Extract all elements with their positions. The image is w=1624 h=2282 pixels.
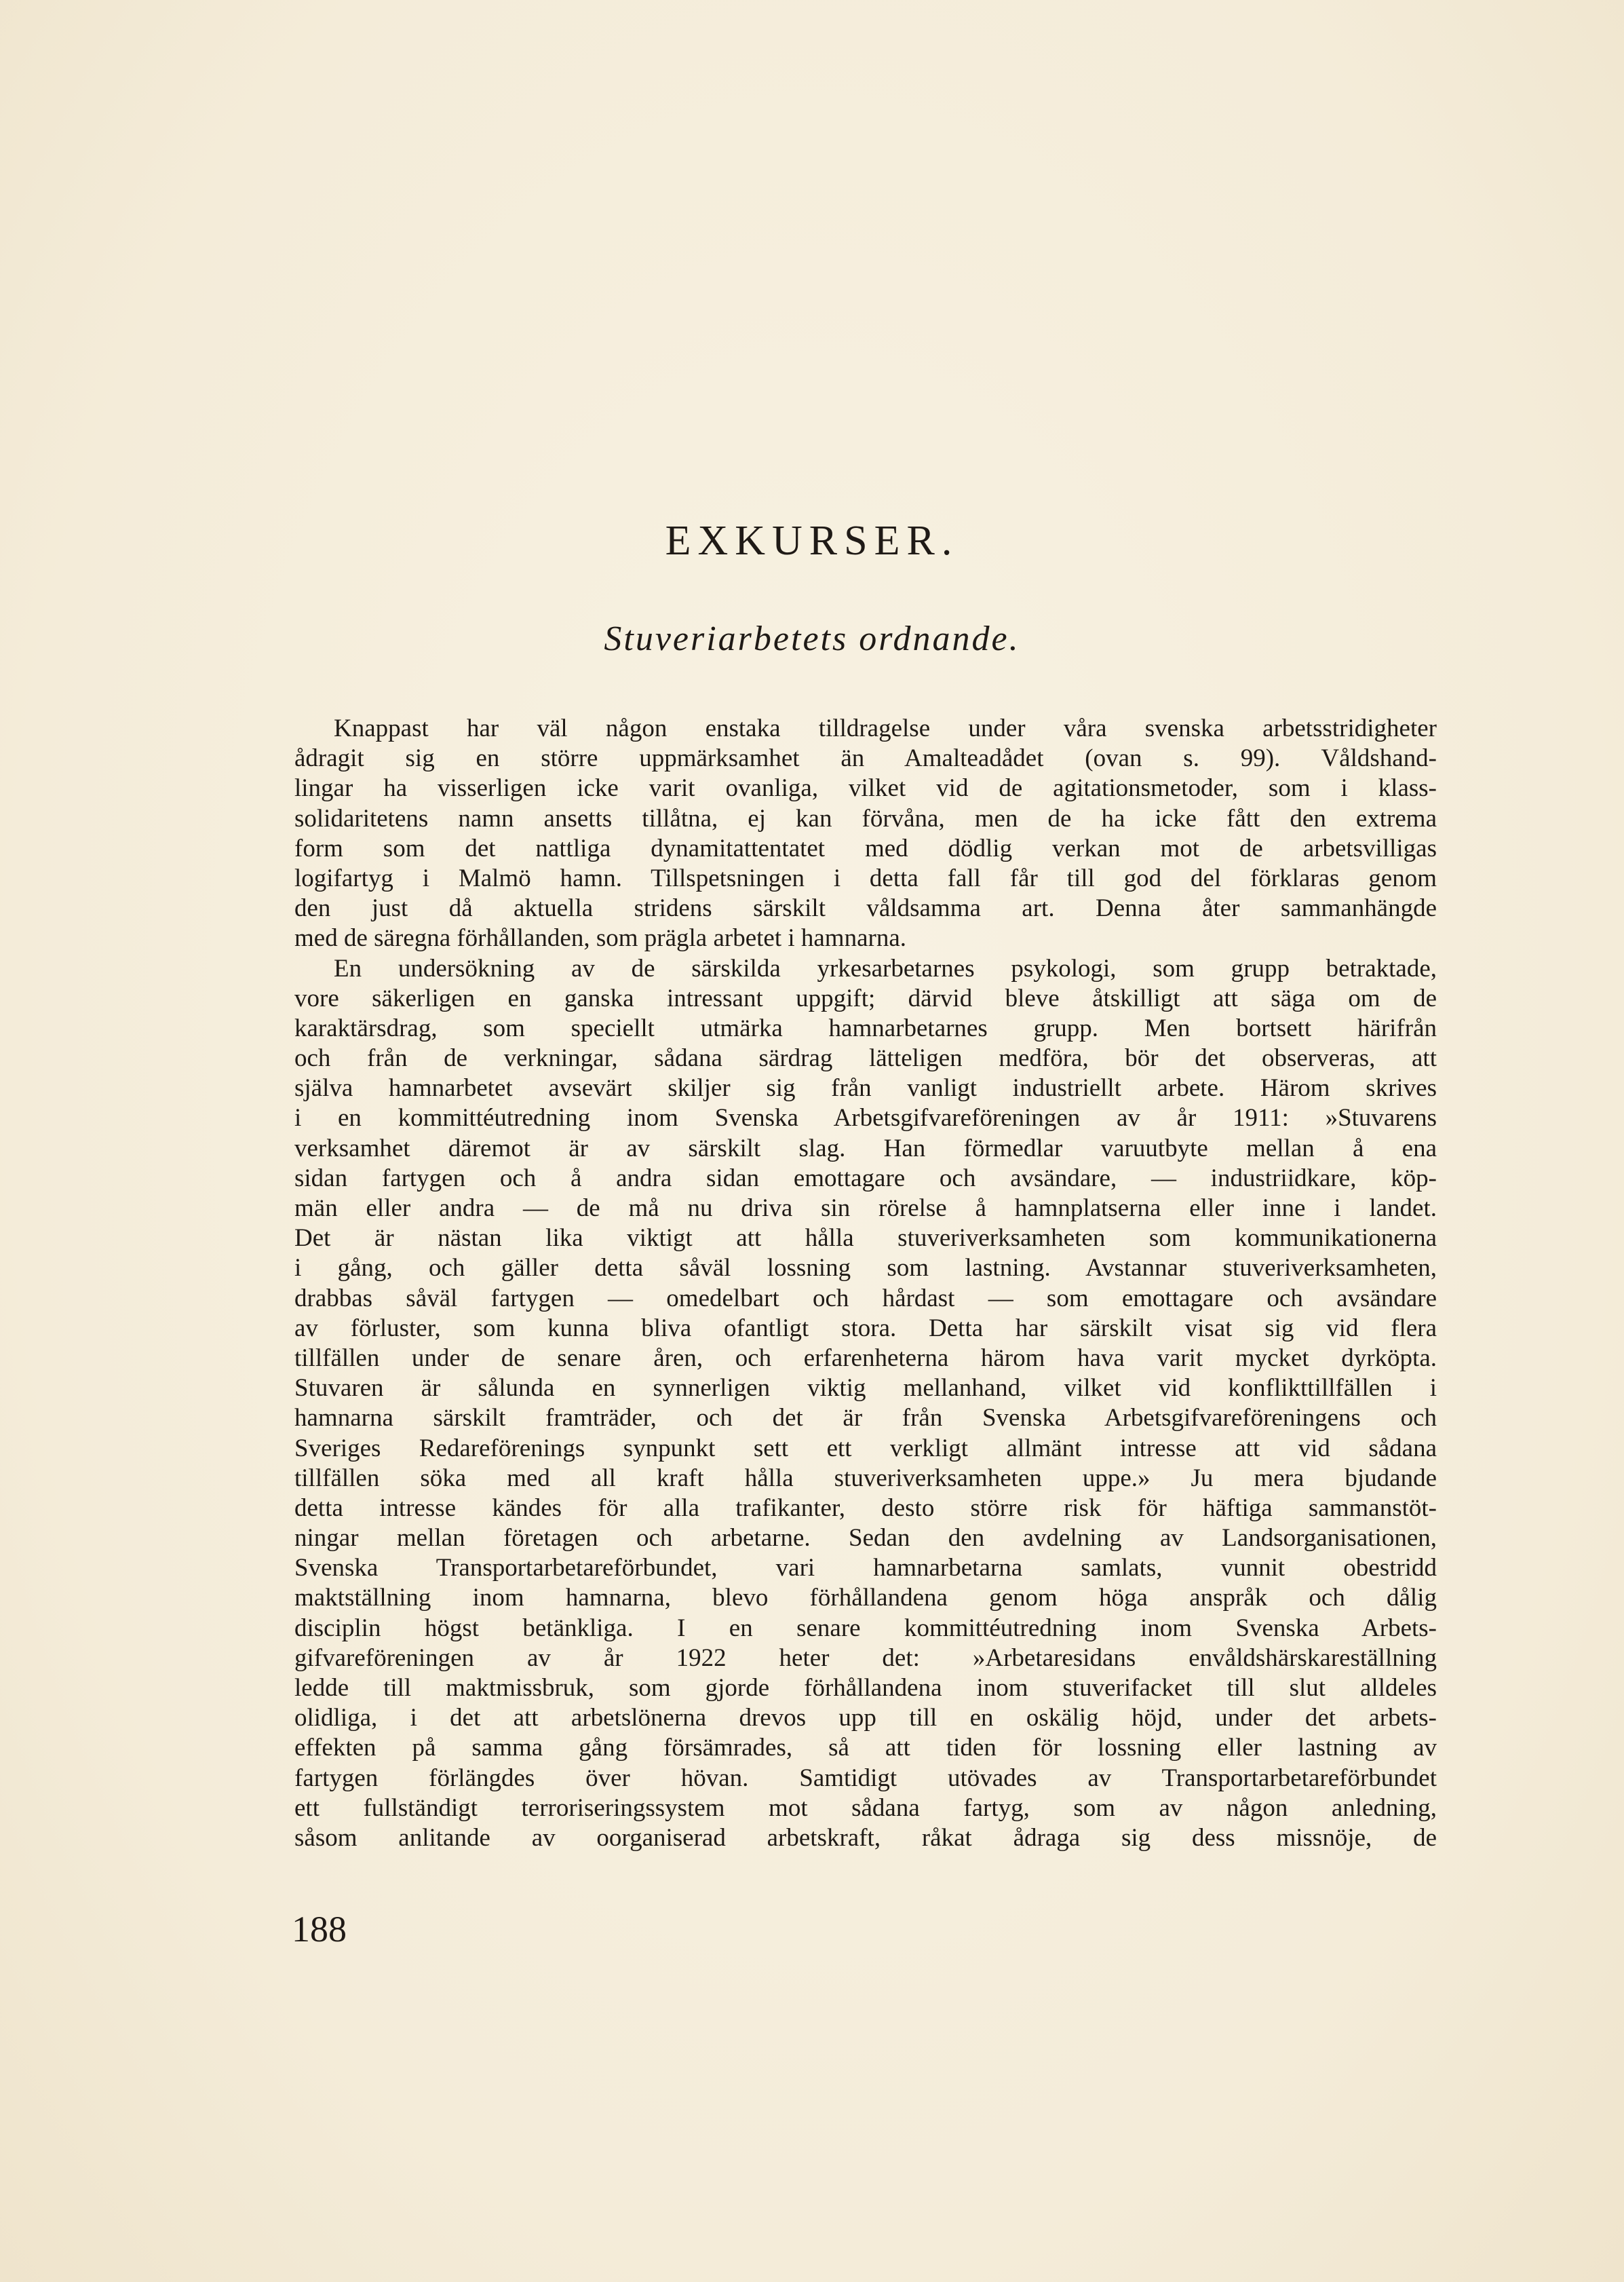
text-line: disciplin högst betänkliga. I en senare kommittéutredning inom Svenska Arbets-	[294, 1614, 1437, 1642]
page-number: 188	[292, 1909, 347, 1950]
text-line: ningar mellan företagen och arbetarne. Sedan den avdelning av Landsorganisationen,	[294, 1524, 1437, 1553]
body-text	[294, 714, 1437, 1853]
text-line: olidliga, i det att arbetslönerna drevos upp till en oskälig höjd, under det arbets-	[294, 1704, 1437, 1732]
text-line: karaktärsdrag, som speciellt utmärka hamnarbetarnes grupp. Men bortsett härifrån	[294, 1014, 1437, 1042]
text-line: tillfällen under de senare åren, och erfarenheterna härom hava varit mycket dyrköpta.	[294, 1344, 1437, 1372]
section-subheading: Stuveriarbetets ordnande.	[604, 620, 1020, 658]
text-line: såsom anlitande av oorganiserad arbetskraft, råkat ådraga sig dess missnöje, de	[294, 1823, 1437, 1852]
chapter-heading: EXKURSER.	[665, 518, 959, 564]
text-line: En undersökning av de särskilda yrkesarbetarnes psykologi, som grupp betraktade,	[334, 954, 1437, 983]
text-line: vore säkerligen en ganska intressant uppgift; därvid bleve åtskilligt att säga om de	[294, 984, 1437, 1012]
text-line: lingar ha visserligen icke varit ovanliga, vilket vid de agitationsmetoder, som i klass-	[294, 774, 1437, 803]
text-line: effekten på samma gång försämrades, så att tiden för lossning eller lastning av	[294, 1734, 1437, 1762]
text-line: Sveriges Redareförenings synpunkt sett ett verkligt allmänt intresse att vid sådana	[294, 1434, 1437, 1462]
text-line: logifartyg i Malmö hamn. Tillspetsningen i detta fall får till god del förklaras genom	[294, 864, 1437, 892]
text-line: den just då aktuella stridens särskilt våldsamma art. Denna åter sammanhängde	[294, 894, 1437, 923]
text-line: drabbas såväl fartygen — omedelbart och hårdast — som emottagare och avsändare	[294, 1284, 1437, 1312]
text-line: och från de verkningar, sådana särdrag lätteligen medföra, bör det observeras, att	[294, 1044, 1437, 1073]
text-line: fartygen förlängdes över hövan. Samtidigt utövades av Transportarbetareförbundet	[294, 1764, 1437, 1792]
text-line: Det är nästan lika viktigt att hålla stuveriverksamheten som kommunikationerna	[294, 1224, 1437, 1253]
text-line: Stuvaren är sålunda en synnerligen viktig mellanhand, vilket vid konflikttillfällen i	[294, 1374, 1437, 1403]
text-line: ådragit sig en större uppmärksamhet än Amalteadådet (ovan s. 99). Våldshand-	[294, 744, 1437, 773]
text-line: själva hamnarbetet avsevärt skiljer sig från vanligt industriellt arbete. Härom skrives	[294, 1074, 1437, 1103]
text-line: tillfällen söka med all kraft hålla stuveriverksamheten uppe.» Ju mera bjudande	[294, 1464, 1437, 1492]
text-line: detta intresse kändes för alla trafikanter, desto större risk för häftiga sammanstöt-	[294, 1494, 1437, 1522]
text-line: av förluster, som kunna bliva ofantligt stora. Detta har särskilt visat sig vid flera	[294, 1314, 1437, 1342]
text-line: i gång, och gäller detta såväl lossning som lastning. Avstannar stuveriverksamheten,	[294, 1254, 1437, 1282]
text-line: män eller andra — de må nu driva sin rörelse å hamnplatserna eller inne i landet.	[294, 1194, 1437, 1222]
text-line: med de säregna förhållanden, som prägla arbetet i hamnarna.	[294, 924, 907, 953]
text-line: verksamhet däremot är av särskilt slag. Han förmedlar varuutbyte mellan å ena	[294, 1134, 1437, 1162]
text-line: Svenska Transportarbetareförbundet, vari hamnarbetarna samlats, vunnit obestridd	[294, 1554, 1437, 1582]
text-line: i en kommittéutredning inom Svenska Arbetsgifvareföreningen av år 1911: »Stuvarens	[294, 1104, 1437, 1133]
text-line: solidaritetens namn ansetts tillåtna, ej kan förvåna, men de ha icke fått den extrema	[294, 804, 1437, 833]
text-line: Knappast har väl någon enstaka tilldragelse under våra svenska arbetsstridigheter	[334, 715, 1437, 742]
text-line: gifvareföreningen av år 1922 heter det: »Arbetaresidans envåldshärskareställning	[294, 1643, 1437, 1672]
text-line: ledde till maktmissbruk, som gjorde förhållandena inom stuverifacket till slut alldeles	[294, 1674, 1437, 1702]
text-line: sidan fartygen och å andra sidan emottagare och avsändare, — industriidkare, köp-	[294, 1164, 1437, 1192]
text-line: maktställning inom hamnarna, blevo förhållandena genom höga anspråk och dålig	[294, 1584, 1437, 1612]
text-line: hamnarna särskilt framträder, och det är från Svenska Arbetsgifvareföreningens och	[294, 1404, 1437, 1432]
text-line: ett fullständigt terroriseringssystem mot sådana fartyg, som av någon anledning,	[294, 1793, 1437, 1822]
text-line: form som det nattliga dynamitattentatet med dödlig verkan mot de arbetsvilligas	[294, 834, 1437, 862]
